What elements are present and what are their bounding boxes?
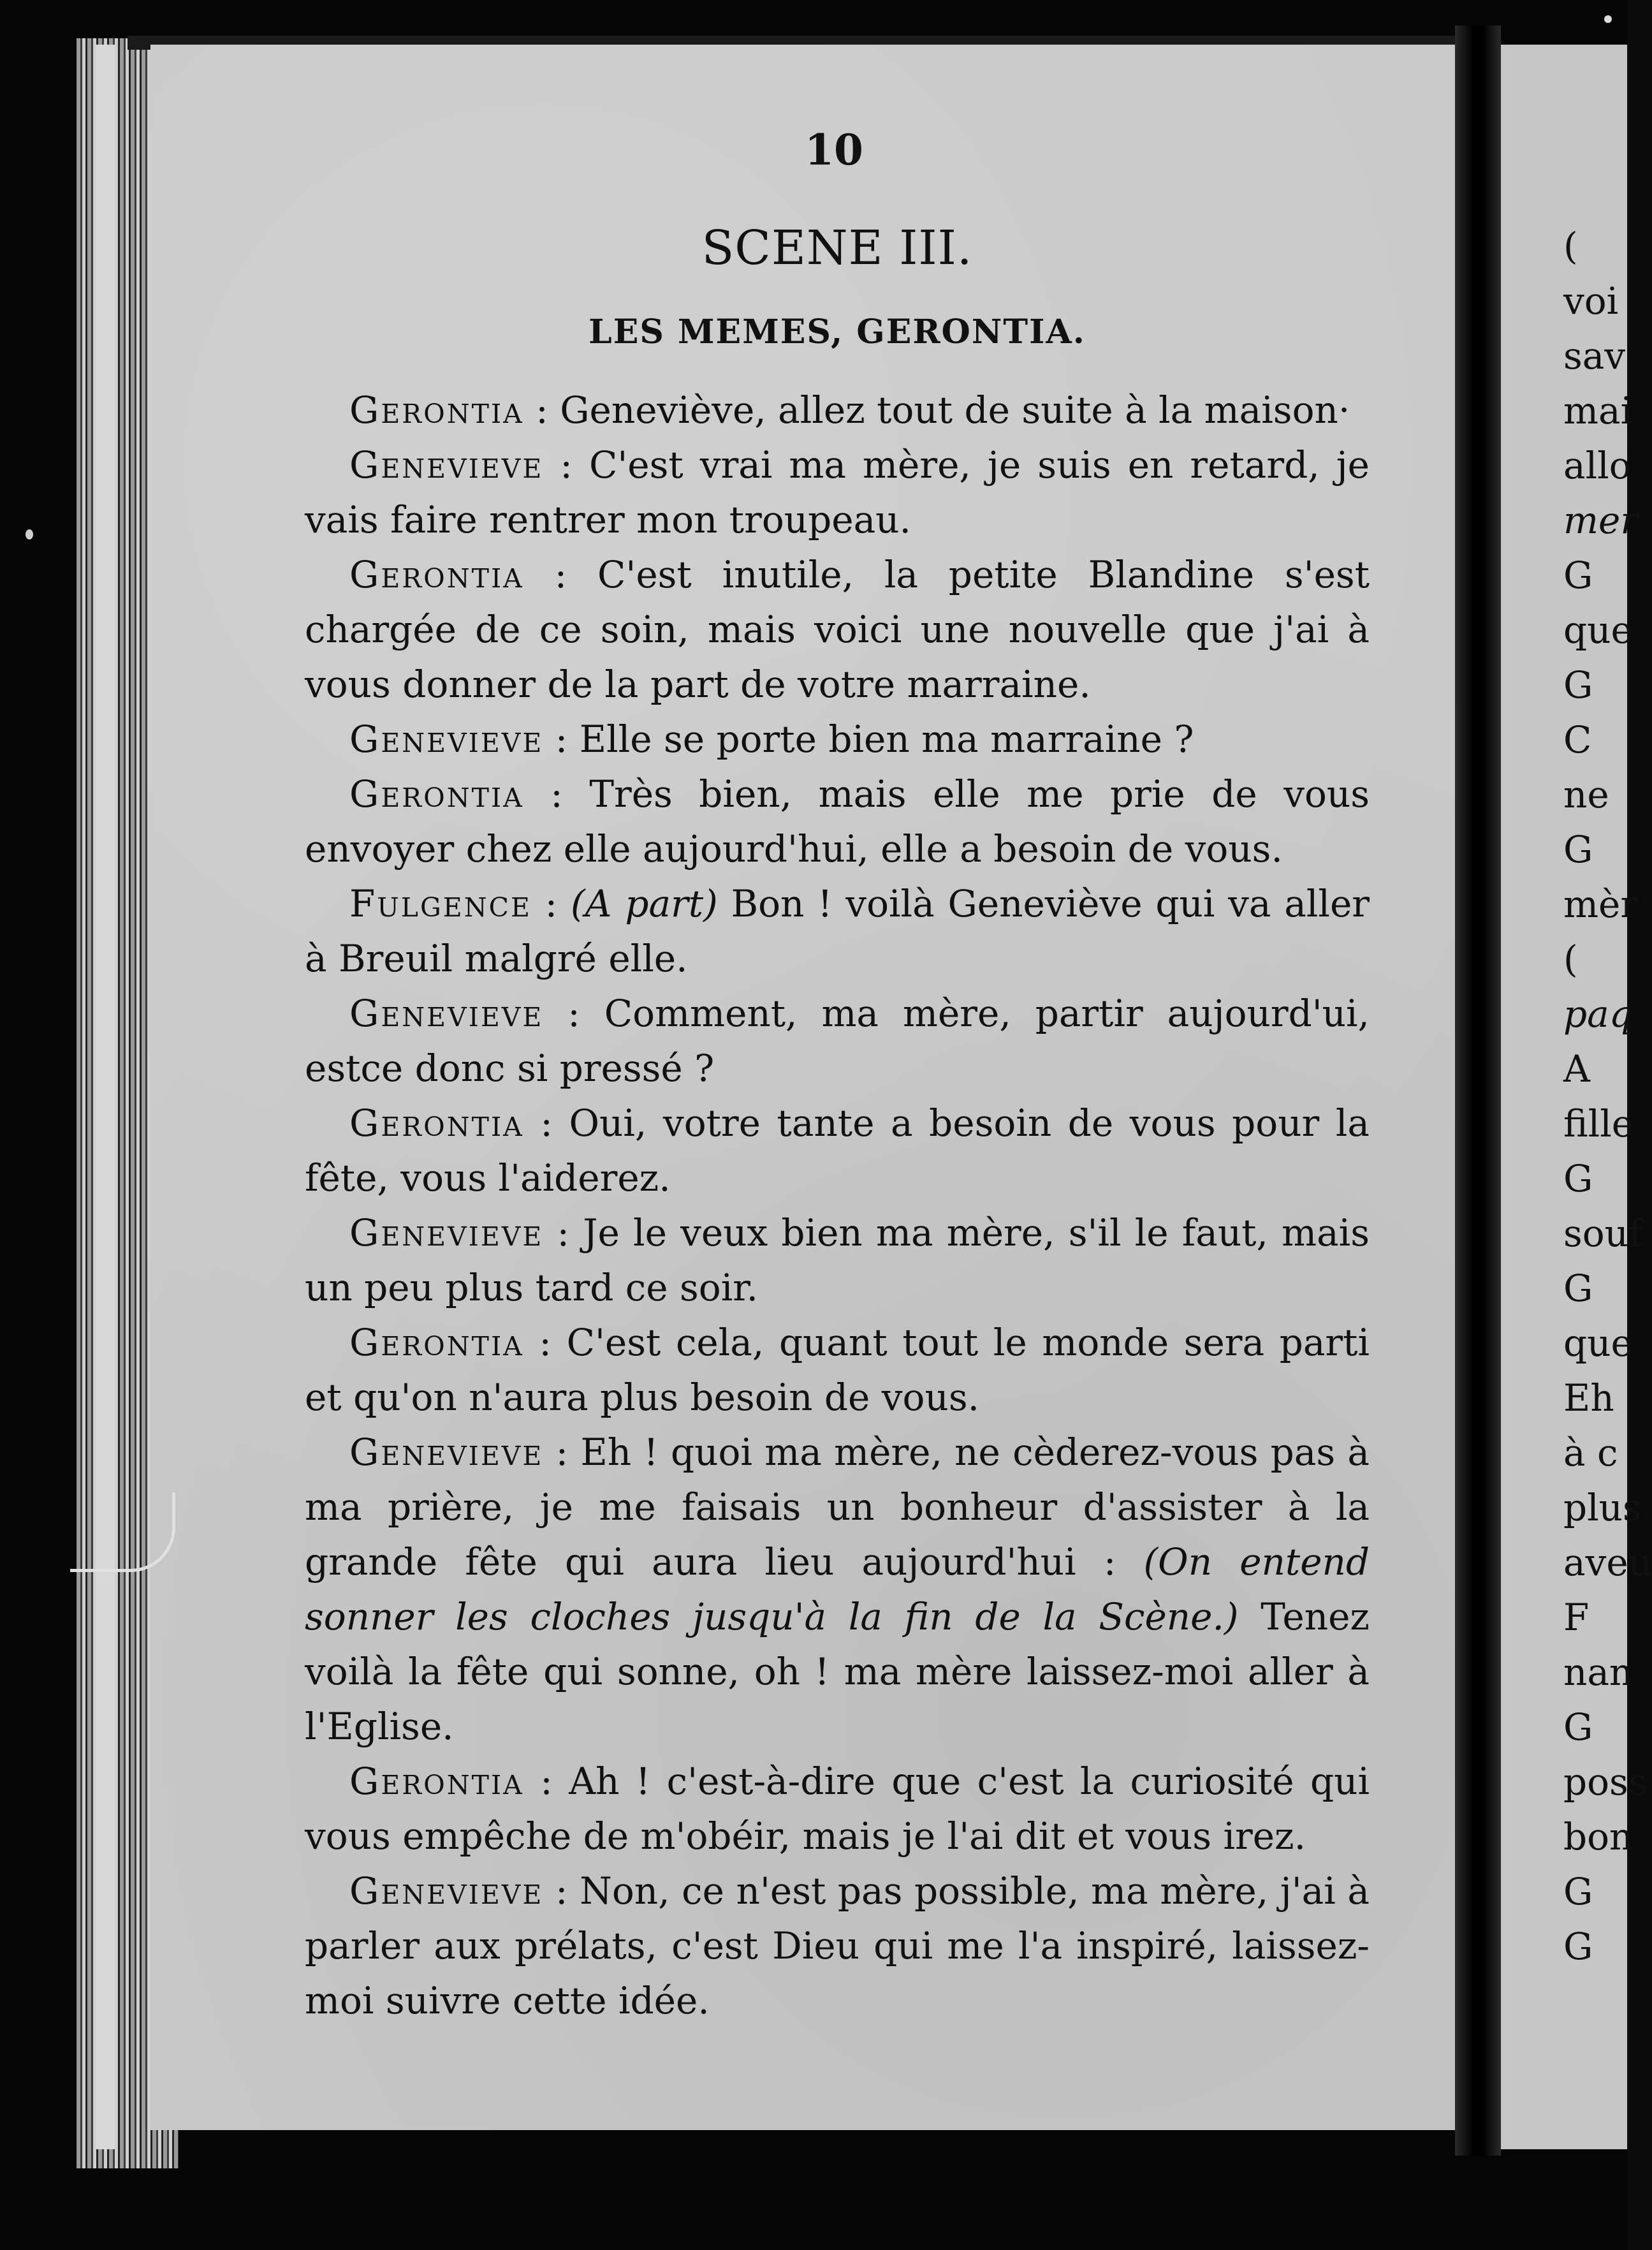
right-page-fragment: mai — [1563, 389, 1633, 432]
speaker-separator: : — [523, 1101, 569, 1145]
speaker-separator: : — [531, 882, 571, 925]
right-page-fragment: G — [1563, 1267, 1593, 1310]
speaker-name: Gerontia — [349, 772, 524, 816]
right-page-fragment: ( — [1563, 938, 1578, 981]
right-page-fragment: fille — [1563, 1102, 1634, 1145]
right-page-fragment: aveu — [1563, 1541, 1652, 1584]
speaker-separator: : — [543, 992, 604, 1035]
scene-title: SCENE III. — [701, 221, 973, 276]
speech-paragraph — [305, 1754, 1370, 1864]
right-page-fragment: mèr — [1563, 883, 1639, 926]
stage-direction: (On entend sonner les cloches jusqu'à la fin de la Scène.) — [305, 1540, 1370, 1638]
speaker-name: Genevieve — [349, 443, 544, 487]
speaker-separator: : — [523, 388, 560, 432]
right-page-fragment: plus — [1563, 1486, 1642, 1529]
right-page-fragment: bon — [1563, 1815, 1634, 1858]
speaker-name: Gerontia — [349, 1760, 524, 1803]
speaker-separator: : — [543, 443, 589, 487]
speaker-name: Gerontia — [349, 1101, 524, 1145]
dialogue-block — [305, 383, 1370, 2028]
speaker-separator: : — [543, 717, 580, 761]
speech-paragraph — [305, 1315, 1370, 1425]
speaker-name: Gerontia — [349, 1321, 524, 1364]
right-page-fragment: souf — [1563, 1212, 1642, 1255]
speech-text: Eh ! quoi ma mère, ne cèderez-vous pas à ma prière, je me faisais un bonheur d'assister à la grande fête qui aura lieu aujourd'hui : — [305, 1430, 1370, 1584]
speaker-name: Genevieve — [349, 1869, 544, 1913]
speech-paragraph — [305, 547, 1370, 712]
speaker-name: Gerontia — [349, 553, 524, 596]
right-page-fragment: que — [1563, 608, 1633, 652]
speech-paragraph — [305, 767, 1370, 876]
speaker-separator: : — [543, 1869, 580, 1913]
right-page-fragment: G — [1563, 828, 1593, 871]
speaker-name: Genevieve — [349, 717, 544, 761]
right-page-fragment: que — [1563, 1321, 1633, 1365]
page-number: 10 — [805, 125, 863, 175]
right-page-fragment: sav — [1563, 334, 1626, 378]
right-page-fragment: F — [1563, 1596, 1590, 1639]
right-page-fragment: A — [1563, 1047, 1590, 1091]
right-page-fragment: G — [1563, 663, 1593, 707]
speech-paragraph — [305, 1096, 1370, 1205]
right-page-fragment: G — [1563, 1705, 1593, 1749]
scan-speck — [1604, 15, 1612, 23]
book-gutter — [1455, 26, 1501, 2156]
stage-direction: (A part) — [571, 882, 718, 925]
speech-text: Je le veux bien ma mère, s'il le faut, mais un peu plus tard ce soir. — [305, 1211, 1370, 1309]
right-page-fragment: à c — [1563, 1431, 1618, 1474]
speech-text: C'est vrai ma mère, je suis en retard, je vais faire rentrer mon troupeau. — [305, 443, 1370, 541]
speech-text: C'est cela, quant tout le monde sera parti et qu'on n'aura plus besoin de vous. — [305, 1321, 1370, 1419]
speaker-name: Gerontia — [349, 388, 524, 432]
right-page-fragment: G — [1563, 1870, 1593, 1913]
speaker-separator: : — [523, 772, 590, 816]
speech-paragraph — [305, 1205, 1370, 1315]
page-edge-highlight — [96, 45, 115, 2149]
speech-text: Comment, ma mère, partir aujourd'ui, estce donc si pressé ? — [305, 992, 1370, 1090]
right-page-fragment: poss — [1563, 1760, 1648, 1804]
right-page-fragment: ( — [1563, 224, 1578, 268]
right-page-fragment: paq — [1563, 992, 1633, 1036]
characters-line: LES MEMES, GERONTIA. — [588, 312, 1086, 351]
right-page-fragment: C — [1563, 718, 1592, 761]
speech-paragraph — [305, 1864, 1370, 2028]
speaker-name: Genevieve — [349, 1430, 544, 1474]
right-page-fragment: ne — [1563, 773, 1609, 816]
right-page-fragment: G — [1563, 1157, 1593, 1200]
speaker-separator: : — [543, 1430, 581, 1474]
speech-text: Non, ce n'est pas possible, ma mère, j'ai à parler aux prélats, c'est Dieu qui me l'a inspiré, laissez-moi suivre cette idée. — [305, 1869, 1370, 2022]
right-page-fragment: voi — [1563, 279, 1619, 323]
speech-text: Geneviève, allez tout de suite à la maison· — [560, 388, 1350, 432]
speech-paragraph — [305, 712, 1370, 767]
speech-text: Tenez voilà la fête qui sonne, oh ! ma mère laissez-moi aller à l'Eglise. — [305, 1595, 1370, 1748]
speech-paragraph — [305, 438, 1370, 547]
speech-paragraph — [305, 1425, 1370, 1754]
speech-paragraph — [305, 876, 1370, 986]
speech-text: Bon ! voilà Geneviève qui va aller à Breuil malgré elle. — [305, 882, 1370, 980]
right-page-fragment: G — [1563, 1925, 1593, 1968]
speech-paragraph — [305, 383, 1370, 438]
scan-speck — [26, 529, 33, 540]
right-page-fragment: G — [1563, 554, 1593, 597]
scan-artifact-curve — [70, 1492, 175, 1572]
speech-text: C'est inutile, la petite Blandine s'est chargée de ce soin, mais voici une nouvelle que j'ai à vous donner de la part de votre marraine. — [305, 553, 1370, 706]
right-page-fragment: mer — [1563, 499, 1639, 542]
speaker-separator: : — [523, 553, 598, 596]
right-page-fragment: nan — [1563, 1651, 1634, 1694]
speech-text: Très bien, mais elle me prie de vous envoyer chez elle aujourd'hui, elle a besoin de vous. — [305, 772, 1370, 871]
speaker-separator: : — [523, 1760, 569, 1803]
speaker-separator: : — [543, 1211, 583, 1254]
speech-text: Oui, votre tante a besoin de vous pour la fête, vous l'aiderez. — [305, 1101, 1370, 1200]
speaker-name: Fulgence — [349, 882, 532, 925]
speaker-separator: : — [523, 1321, 567, 1364]
speech-paragraph — [305, 986, 1370, 1096]
speech-text: Elle se porte bien ma marraine ? — [579, 717, 1194, 761]
right-page-fragment: allo — [1563, 444, 1632, 487]
speaker-name: Genevieve — [349, 1211, 544, 1254]
speech-text: Ah ! c'est-à-dire que c'est la curiosité qui vous empêche de m'obéir, mais je l'ai dit et vous irez. — [305, 1760, 1370, 1858]
right-page-fragment: Eh — [1563, 1376, 1614, 1420]
speaker-name: Genevieve — [349, 992, 544, 1035]
